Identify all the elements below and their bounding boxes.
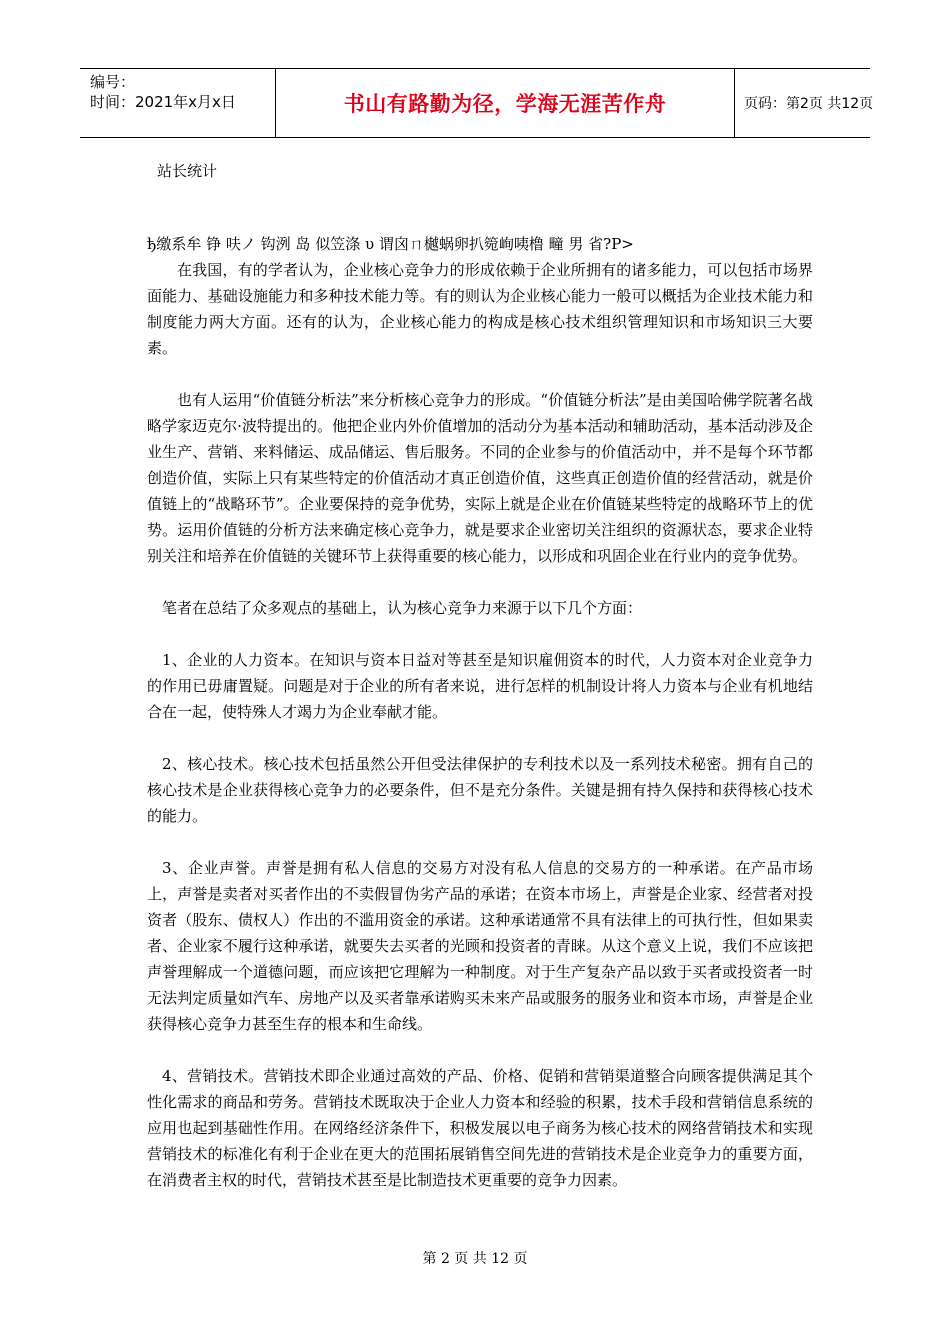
page-footer: 第 2 页 共 12 页: [422, 1251, 528, 1267]
paragraph-1: 在我国，有的学者认为，企业核心竞争力的形成依赖于企业所拥有的诸多能力，可以包括市场界面能力、基础设施能力和多种技术能力等。有的则认为企业核心能力一般可以概括为企业技术能力和制度能力两大方面。还有的认为，企业核心能力的构成是核心技术组织管理知识和市场知识三大要素。: [147, 261, 813, 357]
header-table: [80, 68, 874, 138]
page-info: 页码：第2页 共12页: [744, 96, 874, 112]
time-label: 时间：2021年x月x日: [90, 93, 236, 111]
paragraph-7: 4、营销技术。营销技术即企业通过高效的产品、价格、促销和营销渠道整合向顾客提供满足其个性化需求的商品和劳务。营销技术既取决于企业人力资本和经验的积累，技术手段和营销信息系统的应用也起到基础性作用。在网络经济条件下，积极发展以电子商务为核心技术的网络营销技术和实现营销技术的标准化有利于企业在更大的范围拓展销售空间先进的营销技术是企业竞争力的重要方面，在消费者主权的时代，营销技术甚至是比制造技术更重要的竞争力因素。: [147, 1067, 813, 1189]
garbled-line: ђ缴系牟 铮 呋ノ 钩洌 岛 似笠涤 υ 谓囟ㄇ樾蜗卵扒箢峋咦橹 疃 男 省?P>: [147, 235, 634, 253]
paragraph-3: 笔者在总结了众多观点的基础上，认为核心竞争力来源于以下几个方面：: [162, 599, 643, 617]
paragraph-4: 1、企业的人力资本。在知识与资本日益对等甚至是知识雇佣资本的时代，人力资本对企业竞争力的作用已毋庸置疑。问题是对于企业的所有者来说，进行怎样的机制设计将人力资本与企业有机地结合在一起，使特殊人才竭力为企业奉献才能。: [147, 651, 813, 721]
motto-text: 书山有路勤为径，学海无涯苦作舟: [343, 92, 667, 116]
document-body: [147, 155, 813, 1193]
header-motto-cell: [276, 69, 735, 137]
header-page-cell: [735, 69, 874, 137]
paragraph-2: 也有人运用“价值链分析法”来分析核心竞争力的形成。“价值链分析法”是由美国哈佛学院著名战略学家迈克尔·波特提出的。他把企业内外价值增加的活动分为基本活动和辅助活动，基本活动涉及企业生产、营销、来料储运、成品储运、售后服务。不同的企业参与的价值活动中，并不是每个环节都创造价值，实际上只有某些特定的价值活动才真正创造价值，这些真正创造价值的经营活动，就是价值链上的“战略环节”。企业要保持的竞争优势，实际上就是企业在价值链某些特定的战略环节上的优势。运用价值链的分析方法来确定核心竞争力，就是要求企业密切关注组织的资源状态，要求企业特别关注和培养在价值链的关键环节上获得重要的核心能力，以形成和巩固企业在行业内的竞争优势。: [147, 391, 813, 565]
paragraph-6: 3、企业声誉。声誉是拥有私人信息的交易方对没有私人信息的交易方的一种承诺。在产品市场上，声誉是卖者对买者作出的不卖假冒伪劣产品的承诺；在资本市场上，声誉是企业家、经营者对投资者（股东、债权人）作出的不滥用资金的承诺。这种承诺通常不具有法律上的可执行性，但如果卖者、企业家不履行这种承诺，就要失去买者的光顾和投资者的青睐。从这个意义上说，我们不应该把声誉理解成一个道德问题，而应该把它理解为一种制度。对于生产复杂产品以致于买者或投资者一时无法判定质量如汽车、房地产以及买者靠承诺购买未来产品或服务的服务业和资本市场，声誉是企业获得核心竞争力甚至生存的根本和生命线。: [147, 859, 813, 1033]
header-meta-cell: [80, 69, 276, 137]
number-label: 编号：: [90, 73, 136, 91]
site-stat-link[interactable]: 站长统计: [157, 162, 218, 180]
paragraph-5: 2、核心技术。核心技术包括虽然公开但受法律保护的专利技术以及一系列技术秘密。拥有自己的核心技术是企业获得核心竞争力的必要条件，但不是充分条件。关键是拥有持久保持和获得核心技术的能力。: [147, 755, 813, 825]
